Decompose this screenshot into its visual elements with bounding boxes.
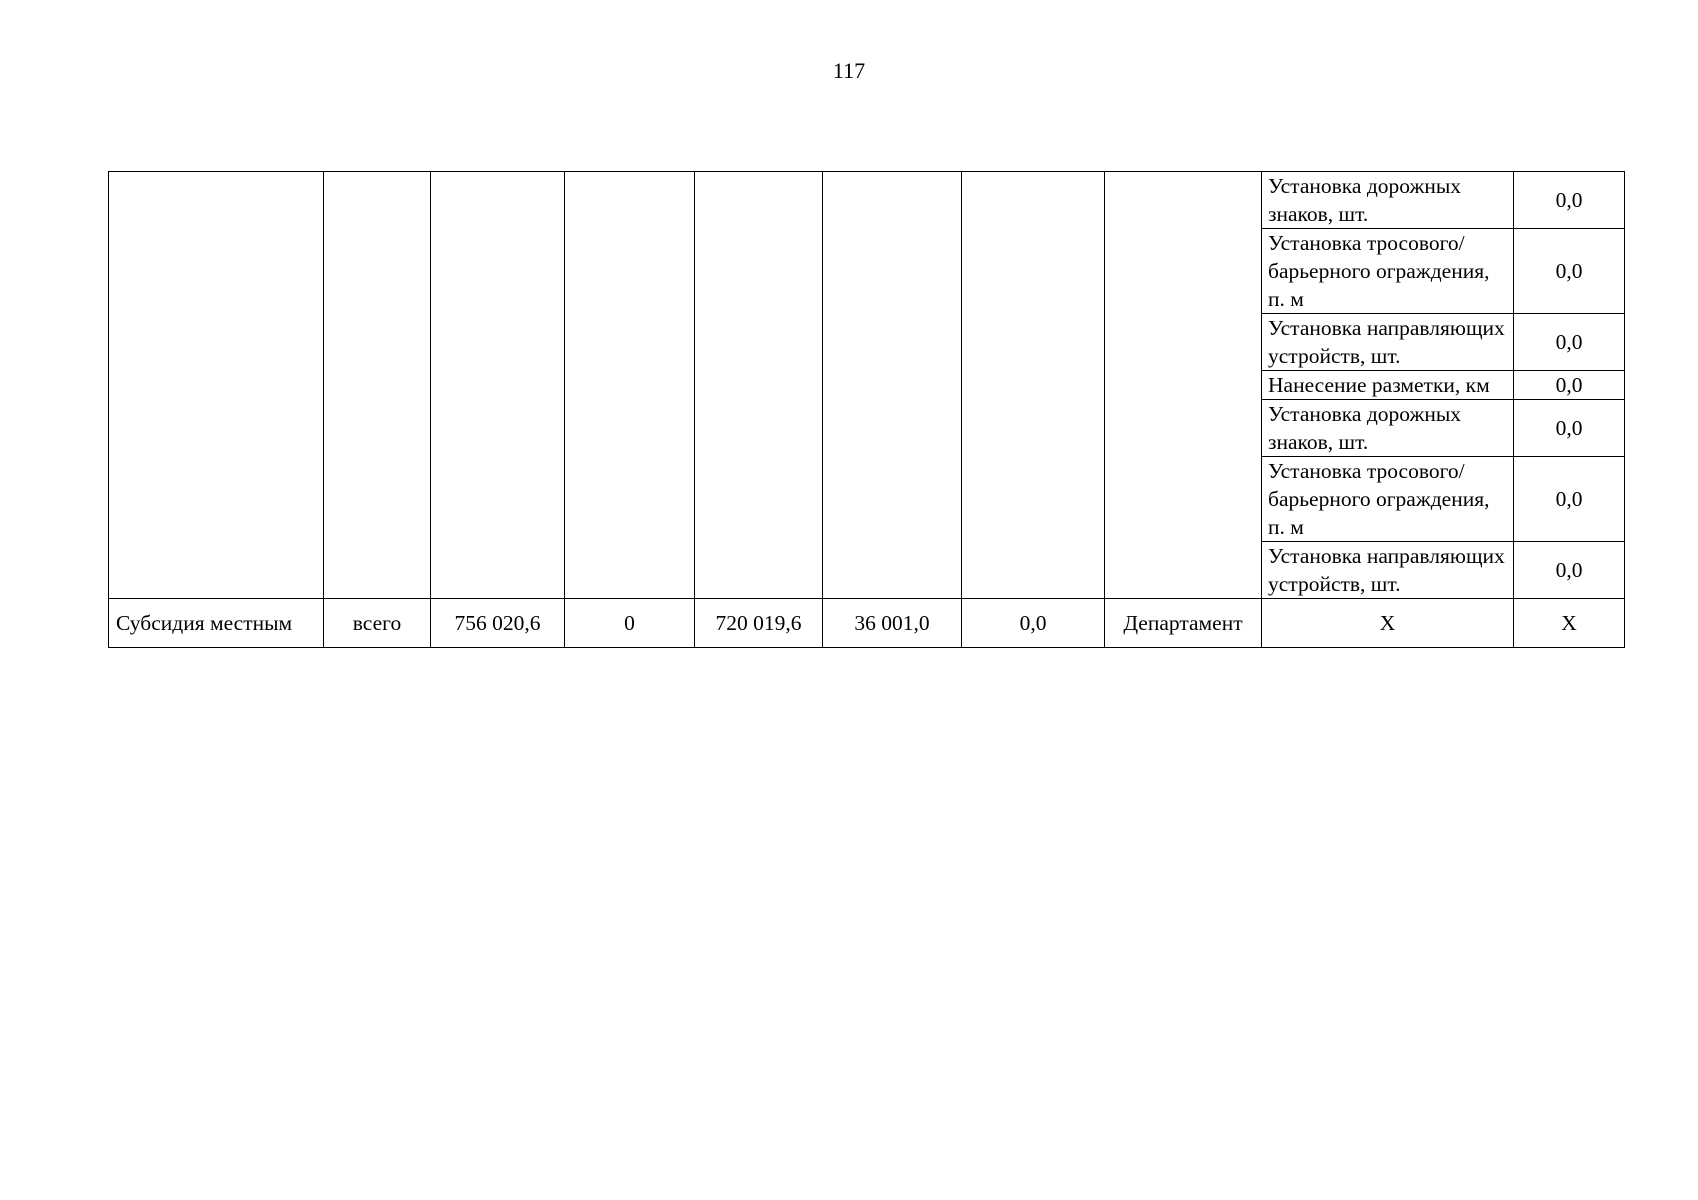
row-indicator: Х (1262, 599, 1514, 648)
empty-cell (1105, 172, 1262, 599)
indicator-name: Установка тросового/барьерного ограждения, п. м (1262, 229, 1514, 314)
indicator-value: 0,0 (1514, 400, 1625, 457)
row-executor: Департамент (1105, 599, 1262, 648)
row-col6: 36 001,0 (823, 599, 962, 648)
page-number: 117 (832, 58, 866, 83)
empty-cell (962, 172, 1105, 599)
indicator-name: Установка тросового/барьерного ограждения, п. м (1262, 457, 1514, 542)
indicator-value: 0,0 (1514, 371, 1625, 400)
indicator-name: Установка направляющих устройств, шт. (1262, 542, 1514, 599)
row-total: 756 020,6 (431, 599, 565, 648)
empty-cell (109, 172, 324, 599)
row-col7: 0,0 (962, 599, 1105, 648)
row-name: Субсидия местным (109, 599, 324, 648)
empty-cell (823, 172, 962, 599)
indicator-name: Установка дорожных знаков, шт. (1262, 172, 1514, 229)
indicator-name: Установка дорожных знаков, шт. (1262, 400, 1514, 457)
table-row (109, 172, 1625, 229)
indicator-name: Установка направляющих устройств, шт. (1262, 314, 1514, 371)
empty-cell (324, 172, 431, 599)
indicator-value: 0,0 (1514, 457, 1625, 542)
row-type: всего (324, 599, 431, 648)
row-col5: 720 019,6 (695, 599, 823, 648)
row-indicator-value: Х (1514, 599, 1625, 648)
empty-cell (565, 172, 695, 599)
total-row (109, 599, 1625, 648)
indicator-value: 0,0 (1514, 172, 1625, 229)
budget-table (108, 171, 1625, 648)
row-col4: 0 (565, 599, 695, 648)
indicator-name: Нанесение разметки, км (1262, 371, 1514, 400)
empty-cell (431, 172, 565, 599)
indicator-value: 0,0 (1514, 542, 1625, 599)
indicator-value: 0,0 (1514, 229, 1625, 314)
empty-cell (695, 172, 823, 599)
indicator-value: 0,0 (1514, 314, 1625, 371)
